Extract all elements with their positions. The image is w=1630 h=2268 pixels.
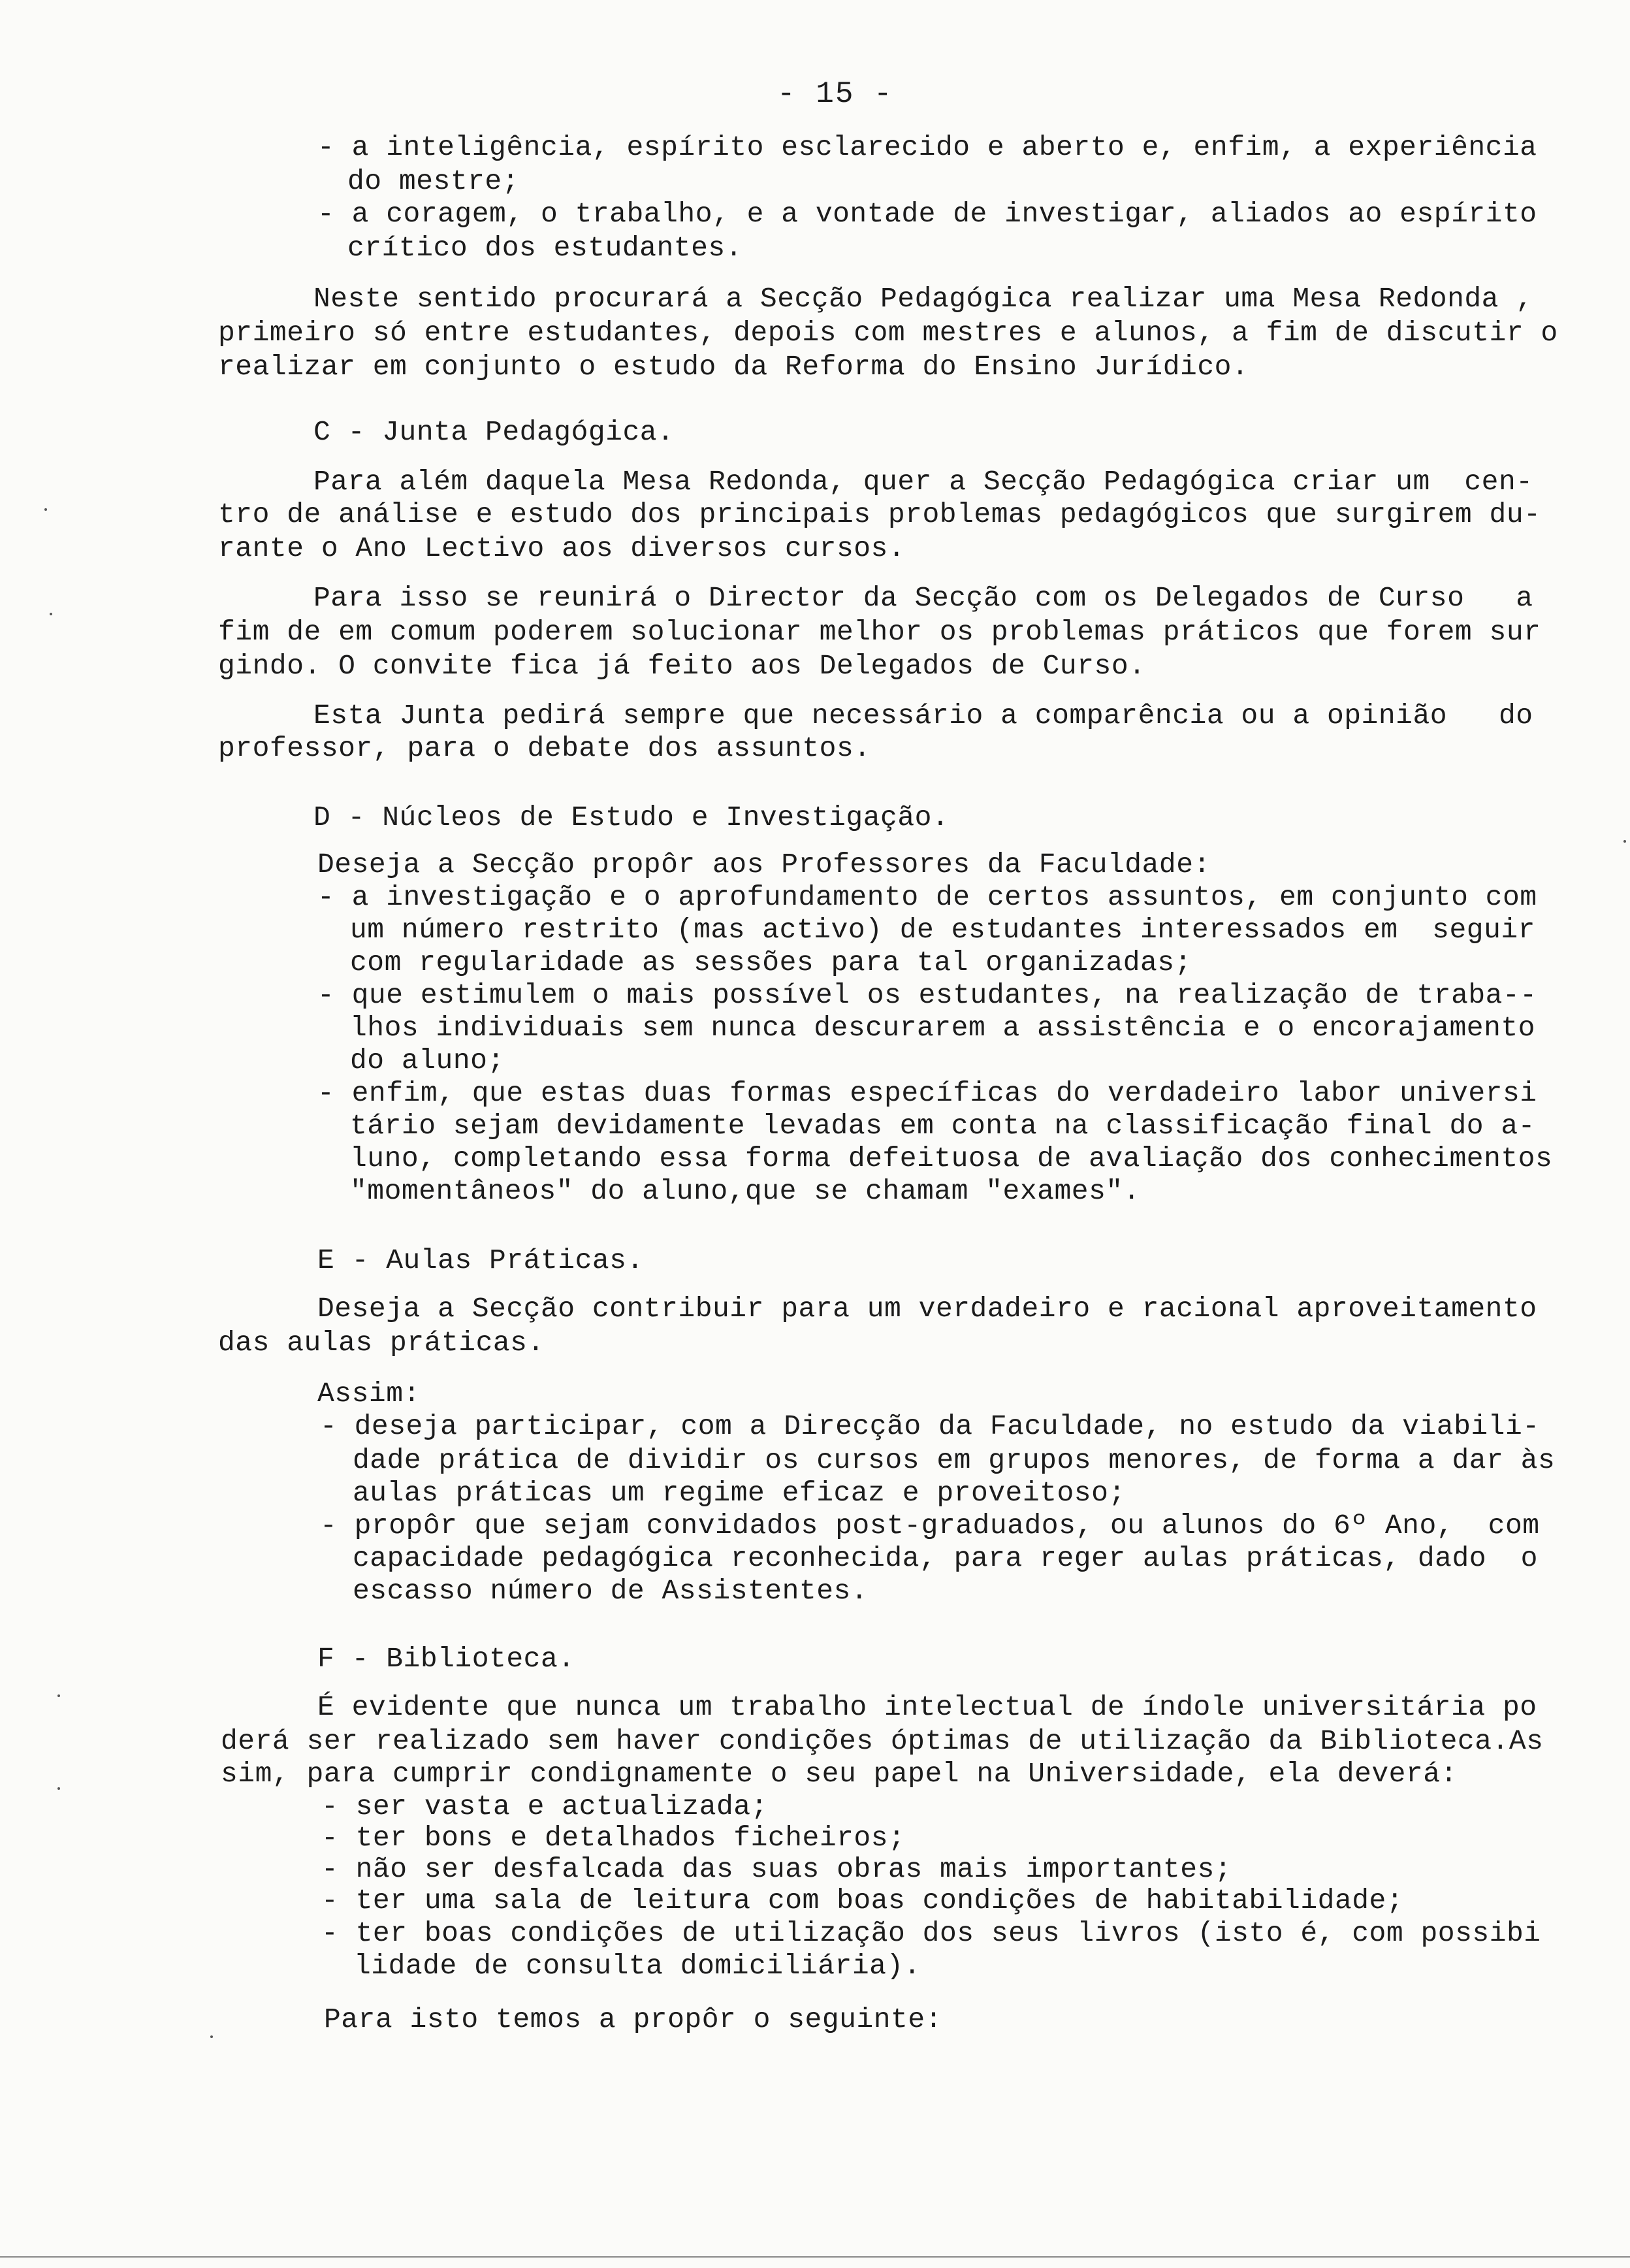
text-line: gindo. O convite fica já feito aos Delegados de Curso. bbox=[218, 650, 1146, 682]
text-line: - não ser desfalcada das suas obras mais importantes; bbox=[321, 1853, 1232, 1885]
text-line: um número restrito (mas activo) de estudantes interessados em seguir bbox=[350, 914, 1535, 946]
text-line: Para além daquela Mesa Redonda, quer a Secção Pedagógica criar um cen- bbox=[313, 466, 1533, 498]
section-heading-f: F - Biblioteca. bbox=[317, 1643, 575, 1675]
text-line: luno, completando essa forma defeituosa de avaliação dos conhecimentos bbox=[350, 1142, 1553, 1174]
text-line: - propôr que sejam convidados post-graduados, ou alunos do 6º Ano, com bbox=[320, 1510, 1540, 1542]
scan-speck bbox=[44, 508, 47, 511]
text-line: - ter uma sala de leitura com boas condições de habitabilidade; bbox=[321, 1885, 1404, 1917]
text-line: Para isto temos a propôr o seguinte: bbox=[324, 2003, 942, 2035]
text-line: - a investigação e o aprofundamento de certos assuntos, em conjunto com bbox=[317, 881, 1537, 913]
page-number: - 15 - bbox=[777, 77, 893, 111]
text-line: tro de análise e estudo dos principais problemas pedagógicos que surgirem du- bbox=[218, 498, 1541, 530]
text-line: dade prática de dividir os cursos em grupos menores, de forma a dar às bbox=[353, 1444, 1556, 1476]
text-line: Esta Junta pedirá sempre que necessário a comparência ou a opinião do bbox=[313, 700, 1533, 732]
text-line: - que estimulem o mais possível os estudantes, na realização de traba-- bbox=[317, 979, 1537, 1011]
scan-speck bbox=[210, 2035, 213, 2038]
text-line: lhos individuais sem nunca descurarem a assistência e o encorajamento bbox=[350, 1012, 1535, 1044]
text-line: "momentâneos" do aluno,que se chamam "exames". bbox=[350, 1175, 1140, 1207]
text-line: - a inteligência, espírito esclarecido e aberto e, enfim, a experiência bbox=[317, 131, 1537, 163]
text-line: Deseja a Secção propôr aos Professores da Faculdade: bbox=[317, 849, 1211, 881]
text-line: do mestre; bbox=[347, 165, 520, 197]
text-line: capacidade pedagógica reconhecida, para reger aulas práticas, dado o bbox=[353, 1542, 1538, 1574]
text-line: - ser vasta e actualizada; bbox=[321, 1790, 768, 1822]
text-line: professor, para o debate dos assuntos. bbox=[218, 732, 871, 764]
text-line: lidade de consulta domiciliária). bbox=[354, 1950, 921, 1982]
text-line: derá ser realizado sem haver condições óptimas de utilização da Biblioteca.As bbox=[221, 1725, 1544, 1757]
text-line: fim de em comum poderem solucionar melhor os problemas práticos que forem sur bbox=[218, 616, 1541, 648]
text-line: - ter bons e detalhados ficheiros; bbox=[321, 1822, 906, 1854]
text-line: primeiro só entre estudantes, depois com mestres e alunos, a fim de discutir o bbox=[218, 317, 1558, 349]
text-line: É evidente que nunca um trabalho intelectual de índole universitária po bbox=[317, 1691, 1537, 1723]
text-line: realizar em conjunto o estudo da Reforma do Ensino Jurídico. bbox=[218, 351, 1249, 383]
text-line: - ter boas condições de utilização dos seus livros (isto é, com possibi bbox=[321, 1917, 1541, 1949]
scan-speck bbox=[50, 613, 52, 615]
scan-speck bbox=[57, 1694, 60, 1697]
section-heading-e: E - Aulas Práticas. bbox=[317, 1244, 644, 1276]
text-line: do aluno; bbox=[350, 1045, 505, 1077]
text-line: - a coragem, o trabalho, e a vontade de investigar, aliados ao espírito bbox=[317, 198, 1537, 230]
text-line: com regularidade as sessões para tal organizadas; bbox=[350, 947, 1192, 979]
section-heading-c: C - Junta Pedagógica. bbox=[313, 416, 675, 448]
text-line: crítico dos estudantes. bbox=[347, 232, 743, 264]
text-line: aulas práticas um regime eficaz e proveitoso; bbox=[353, 1477, 1126, 1509]
text-line: sim, para cumprir condignamente o seu papel na Universidade, ela deverá: bbox=[221, 1758, 1458, 1790]
text-line: - deseja participar, com a Direcção da Faculdade, no estudo da viabili- bbox=[320, 1410, 1540, 1442]
text-line: tário sejam devidamente levadas em conta na classificação final do a- bbox=[350, 1110, 1535, 1142]
text-line: das aulas práticas. bbox=[218, 1327, 545, 1359]
text-line: rante o Ano Lectivo aos diversos cursos. bbox=[218, 532, 906, 564]
text-line: Deseja a Secção contribuir para um verdadeiro e racional aproveitamento bbox=[317, 1293, 1537, 1325]
text-line: escasso número de Assistentes. bbox=[353, 1575, 869, 1607]
scan-speck bbox=[57, 1787, 60, 1790]
scan-edge-line bbox=[0, 2256, 1630, 2258]
text-line: Neste sentido procurará a Secção Pedagógica realizar uma Mesa Redonda , bbox=[313, 283, 1533, 315]
scan-speck bbox=[1623, 840, 1626, 843]
text-line: Assim: bbox=[317, 1378, 421, 1410]
text-line: - enfim, que estas duas formas específicas do verdadeiro labor universi bbox=[317, 1077, 1537, 1109]
section-heading-d: D - Núcleos de Estudo e Investigação. bbox=[313, 802, 950, 834]
text-line: Para isso se reunirá o Director da Secção com os Delegados de Curso a bbox=[313, 582, 1533, 614]
